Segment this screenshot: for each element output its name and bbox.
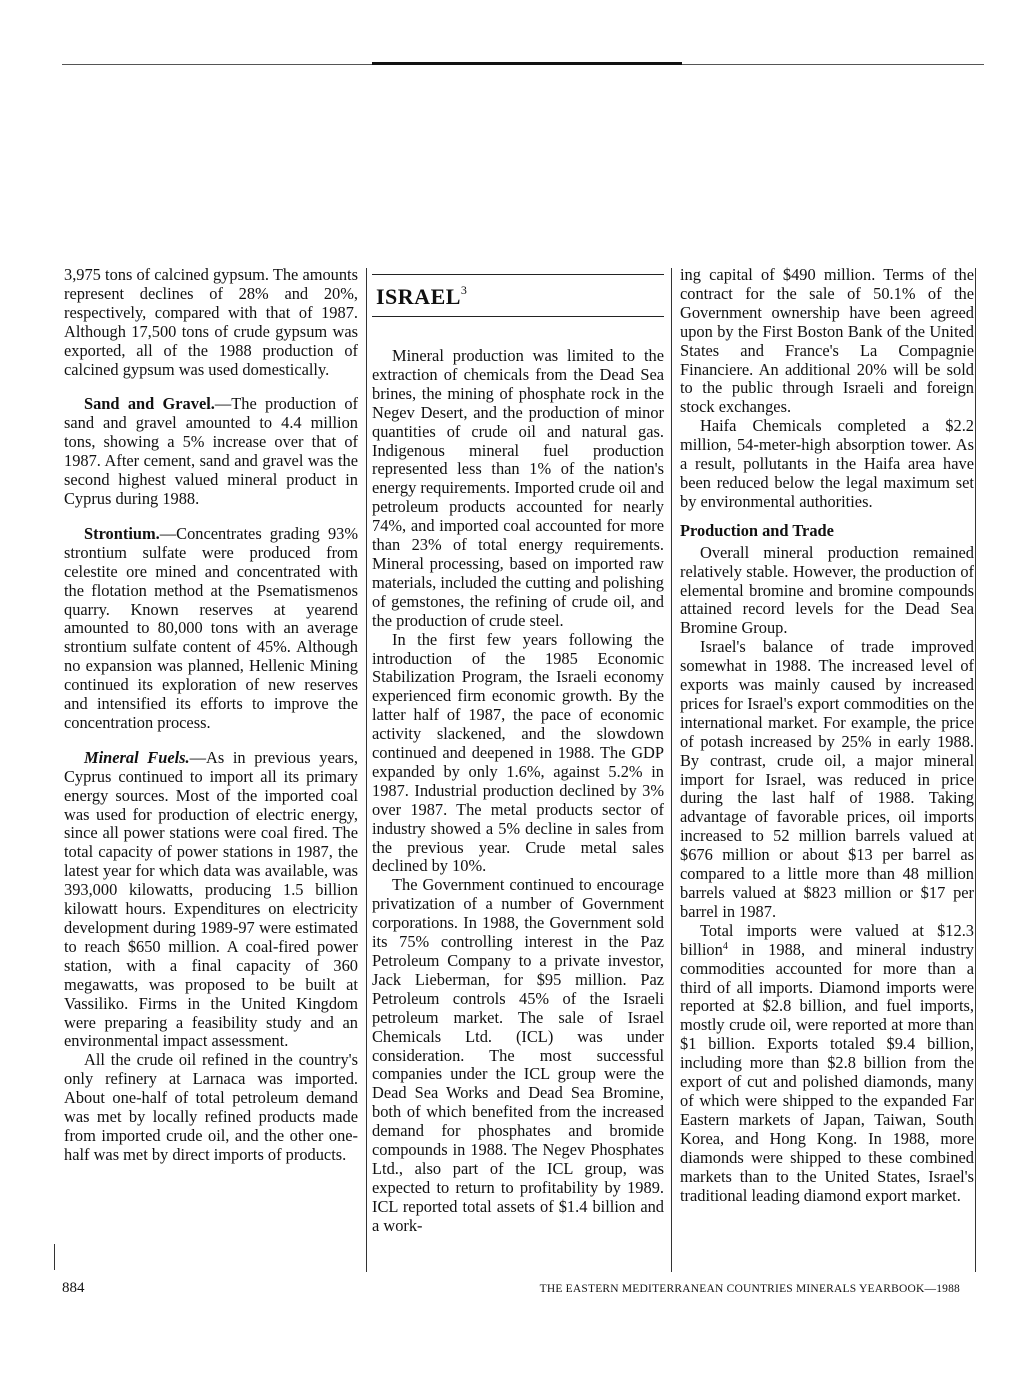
left-column [64, 266, 358, 1165]
run-in-heading: Strontium. [84, 523, 160, 543]
paragraph [680, 922, 974, 1206]
paragraph: The Government continued to encourage privatization of a number of Government corporations. In 1988, the Government sold its 75% controlling interest in the Paz Petroleum Company to a private investor, Jack Lieberman, for $95 million. Paz Petroleum controls 45% of the Israeli petroleum market. The sale of Israel Chemicals Ltd. (ICL) was under consideration. The most successful companies under the ICL group were the Dead Sea Works and Dead Sea Bromine, both of which benefited from the increased demand for phosphates and bromide compounds in 1988. The Negev Phosphates Ltd., also part of the ICL group, was expected to return to profitability by 1989. ICL reported total assets of $1.4 billion and a work- [372, 875, 664, 1235]
column-divider [54, 1244, 55, 1270]
paragraph [64, 395, 358, 508]
paragraph: 3,975 tons of calcined gypsum. The amounts represent declines of 28% and 20%, respectively, compared with that of 1987. Although 17,500 tons of crude gypsum was exported, all of the 1988 production of calcined gypsum was used domestically. [64, 265, 358, 379]
top-rule-accent [372, 62, 682, 65]
paragraph: Mineral production was limited to the extraction of chemicals from the Dead Sea brines, the mining of phosphate rock in the Negev Desert, and the production of minor quantities of crude oil and natural gas. Indigenous mineral fuel production represented less than 1% of the nation's energy requirements. Imported crude oil and petroleum products accounted for nearly 74%, and imported coal accounted for more than 23% of total energy requirements. Mineral processing, based on imported raw materials, included the cutting and polishing of gemstones, the refining of crude oil, and the production of crude steel. [372, 346, 664, 630]
paragraph-body: in 1988, and mineral industry commodities accounted for more than a third of all imports. Diamond imports were reported at $2.8 billion, and fuel imports, mostly crude oil, were reported at more than $1 billion. Exports totaled $9.4 billion, including more than $2.8 billion from the export of cut and polished diamonds, many of which were shipped to the expanded Far Eastern markets of Japan, Taiwan, South Korea, and Hong Kong. In 1988, more diamonds were shipped to these combined markets than to the United States, Israel's traditional leading diamond export market. [680, 939, 974, 1205]
running-footer-title: THE EASTERN MEDITERRANEAN COUNTRIES MINERALS YEARBOOK—1988 [539, 1283, 960, 1295]
paragraph-body: Total imports were valued at $12.3 billion [680, 920, 974, 959]
run-in-heading: Sand and Gravel. [84, 394, 215, 414]
paragraph-body: —Concentrates grading 93% strontium sulfate were produced from celestite ore mined and concentrated with the flotation method at the Psematismenos quarry. Known reserves at yearend amounted to 80,000 tons with an average strontium sulfate content of 45%. Although no expansion was planned, Hellenic Mining continued its exploration of new reserves and intensified its efforts to improve the concentration process. [64, 523, 358, 732]
footnote-marker: 4 [722, 940, 728, 952]
column-divider [975, 268, 976, 1272]
column-divider [671, 268, 672, 1272]
paragraph: Israel's balance of trade improved somewhat in 1988. The increased level of exports was mainly caused by increased prices for Israel's export commodities on the international market. For example, the price of potash increased by 25% in early 1988. By contrast, crude oil, a major mineral import for Israel, was reduced in price during the last half of 1988. Taking advantage of favorable prices, oil imports increased to 52 million barrels valued at $676 million or about $13 per barrel as compared to a little more than 48 million barrels valued at $823 million or $17 per barrel in 1987. [680, 637, 974, 921]
footnote-marker: 3 [460, 283, 468, 297]
paragraph [64, 749, 358, 1052]
page-number: 884 [62, 1280, 85, 1296]
paragraph-body: —As in previous years, Cyprus continued to import all its primary energy sources. Most of the imported coal was used for production of electric energy, since all power stations were coal fired. The total capacity of power stations in 1987, the latest year for which data was available, was 393,000 kilowatts, producing 1.5 billion kilowatt hours. Expenditures on electricity development during 1989-97 were estimated to reach $650 million. A coal-fired power station, with a final capacity of 360 megawatts, was proposed to be built at Vassiliko. Firms in the United Kingdom were preparing a feasibility study and an environmental impact assessment. [64, 747, 358, 1051]
paragraph: Overall mineral production remained relatively stable. However, the production of elemental bromine and bromine compounds attained record levels for the Dead Sea Bromine Group. [680, 542, 974, 638]
section-heading: Production and Trade [680, 520, 834, 540]
paragraph: In the first few years following the introduction of the 1985 Economic Stabilization Program, the Israeli economy experienced firm economic growth. By the latter half of 1987, the pace of economic activity slackened, and the slowdown continued and deepened in 1988. The GDP expanded by only 1.6%, against 5.2% in 1987. Industrial production declined by 3% over 1987. The metal products sector of industry showed a 5% decline in sales from the previous year. Crude metal sales declined by 10%. [372, 629, 664, 876]
paragraph: All the crude oil refined in the country's only refinery at Larnaca was imported. About one-half of total petroleum demand was met by locally refined products made from imported crude oil, and the other one-half was met by direct imports of products. [64, 1050, 358, 1164]
column-divider [366, 268, 367, 1272]
run-in-heading: Mineral Fuels. [84, 747, 190, 767]
country-title: ISRAEL [376, 284, 461, 309]
middle-column [372, 266, 664, 1236]
country-heading [372, 274, 664, 317]
paragraph-body: —The production of sand and gravel amounted to 4.4 million tons, showing a 5% increase over that of 1987. After cement, sand and gravel was the second highest valued mineral product in Cyprus during 1988. [64, 394, 358, 508]
paragraph: Haifa Chemicals completed a $2.2 million, 54-meter-high absorption tower. As a result, pollutants in the Haifa area have been reduced below the legal maximum set by environmental authorities. [680, 416, 974, 511]
paragraph: ing capital of $490 million. Terms of the contract for the sale of 50.1% of the Government ownership have been agreed upon by the First Boston Bank of the United States and France's La Compagnie Financiere. An additional 20% will be sold to the public through Israeli and foreign stock exchanges. [680, 265, 974, 417]
right-column [680, 266, 974, 1205]
paragraph [64, 525, 358, 733]
